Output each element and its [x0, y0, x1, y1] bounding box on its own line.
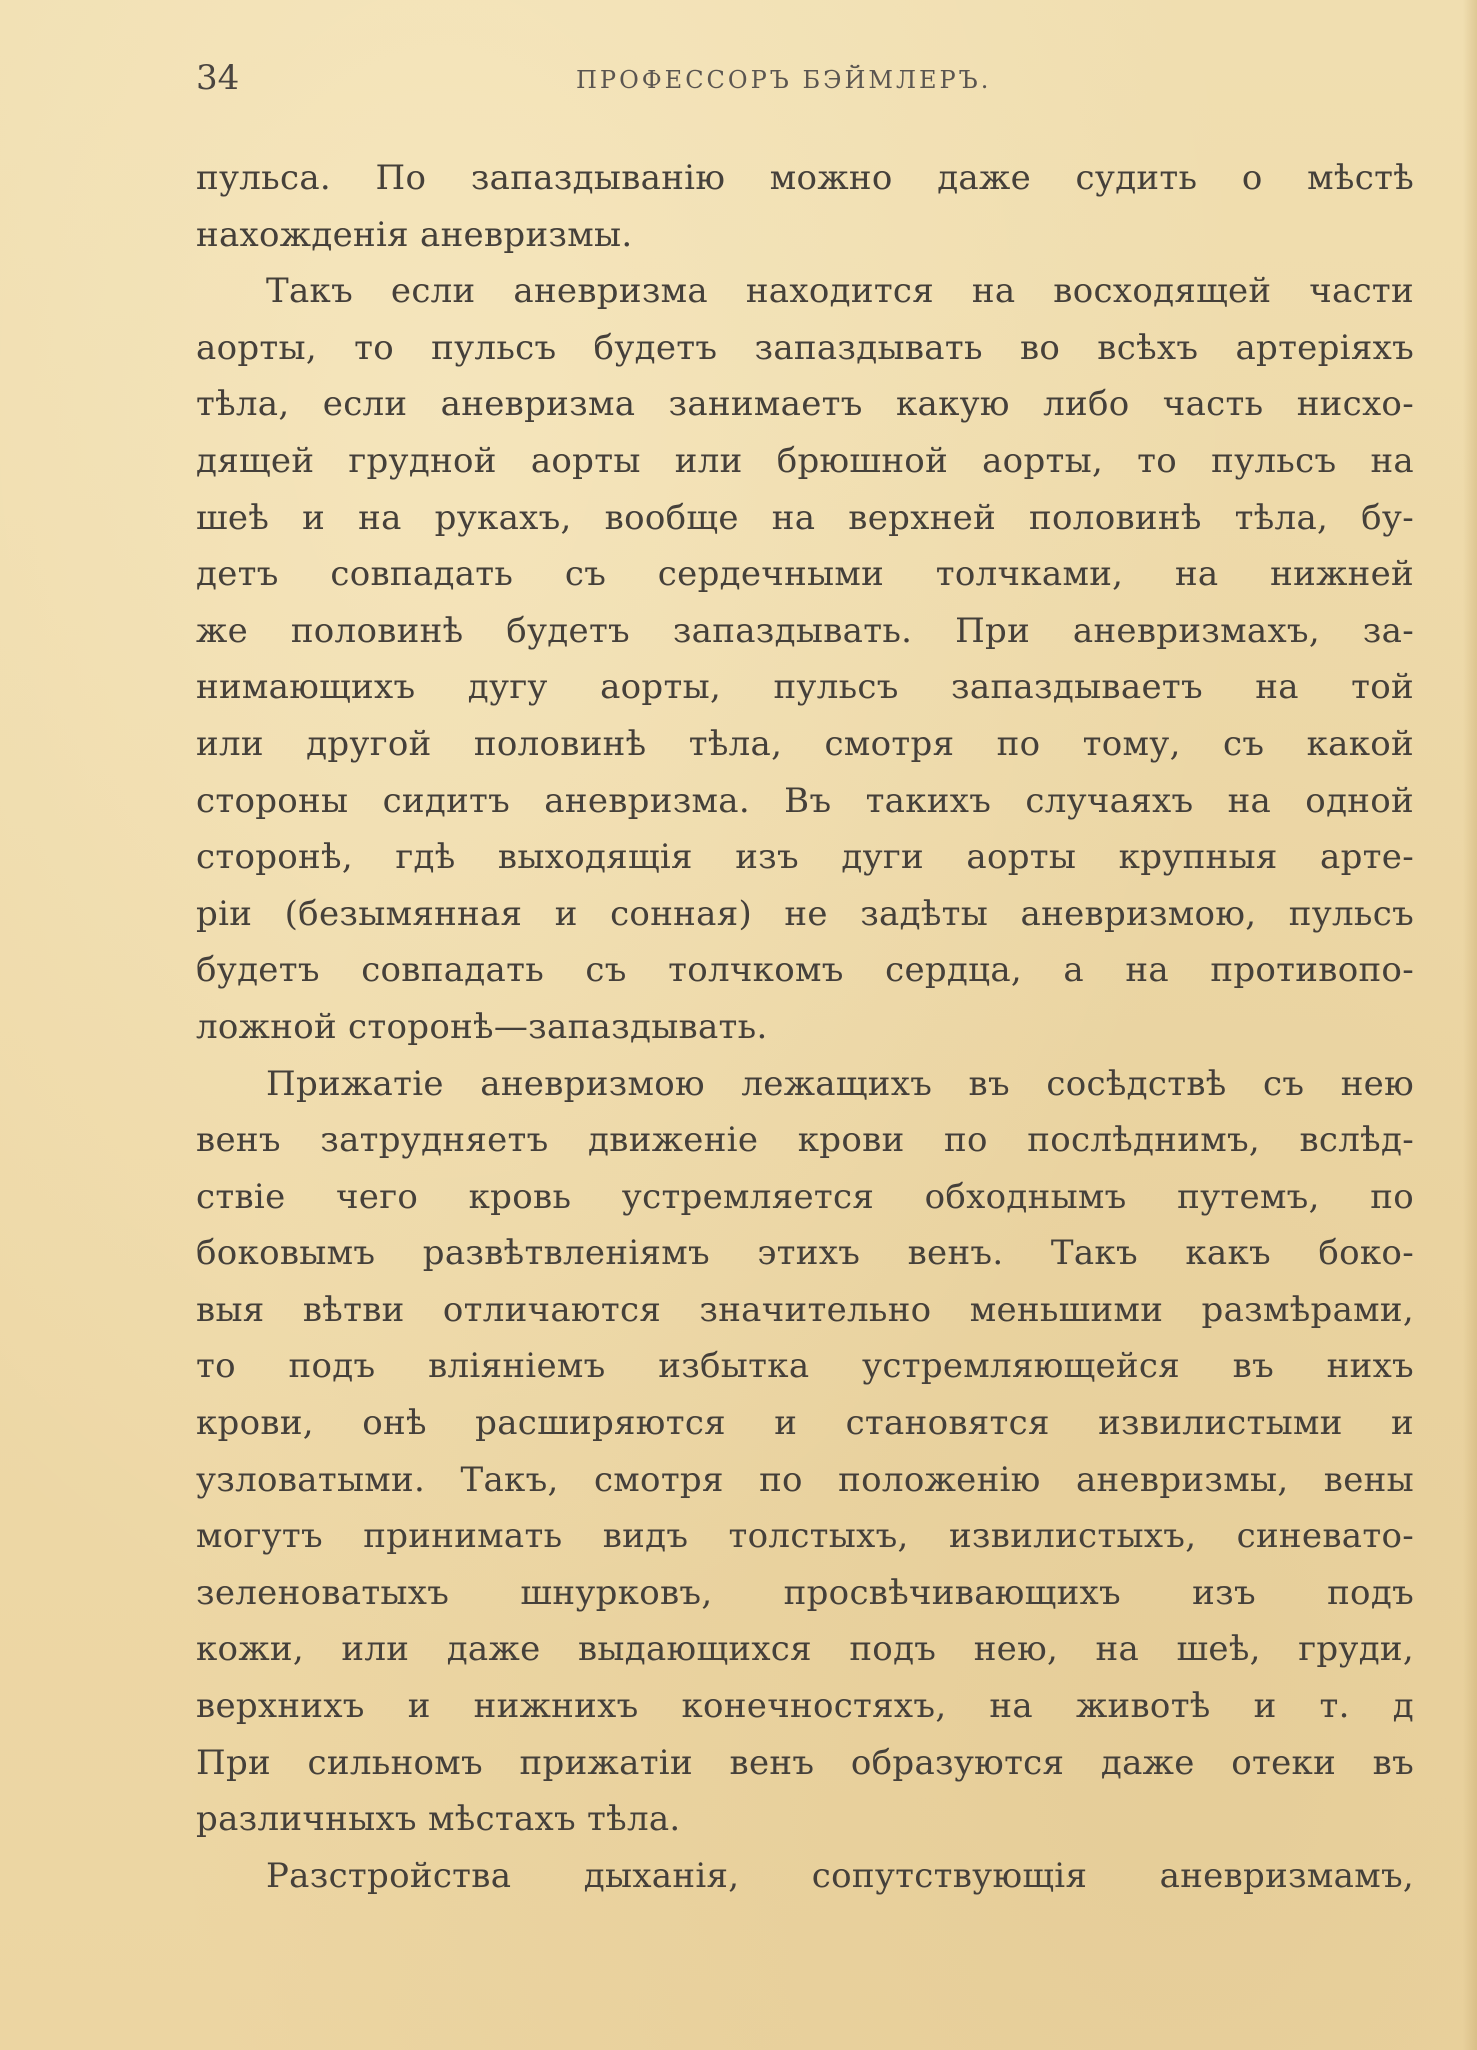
text-line: выя вѣтви отличаются значительно меньшими размѣрами,: [196, 1289, 1414, 1330]
text-line: могутъ принимать видъ толстыхъ, извилистыхъ, синевато-: [196, 1516, 1414, 1557]
text-line: нахожденія аневризмы.: [196, 214, 633, 255]
text-line: же половинѣ будетъ запаздывать. При аневризмахъ, за-: [196, 610, 1414, 651]
text-line: ствіе чего кровь устремляется обходнымъ путемъ, по: [196, 1176, 1414, 1217]
text-line: сторонѣ, гдѣ выходящія изъ дуги аорты крупныя арте-: [196, 837, 1414, 878]
text-line: крови, онѣ расширяются и становятся извилистыми и: [196, 1403, 1414, 1444]
paragraph-first-line: Такъ если аневризма находится на восходящей части: [266, 271, 1414, 312]
text-line: будетъ совпадать съ толчкомъ сердца, а на противопо-: [196, 950, 1414, 991]
text-line: ложной сторонѣ—запаздывать.: [196, 1006, 768, 1047]
text-line: детъ совпадать съ сердечными толчками, на нижней: [196, 554, 1414, 595]
text-line: тѣла, если аневризма занимаетъ какую либо часть нисхо-: [196, 384, 1414, 425]
text-line: узловатыми. Такъ, смотря по положенію аневризмы, вены: [196, 1459, 1414, 1500]
text-line: то подъ вліяніемъ избытка устремляющейся въ нихъ: [196, 1346, 1414, 1387]
text-line: венъ затрудняетъ движеніе крови по послѣднимъ, вслѣд-: [196, 1120, 1414, 1161]
text-line: нимающихъ дугу аорты, пульсъ запаздываетъ на той: [196, 667, 1414, 708]
text-line: аорты, то пульсъ будетъ запаздывать во всѣхъ артеріяхъ: [196, 327, 1414, 368]
text-line: стороны сидитъ аневризма. Въ такихъ случаяхъ на одной: [196, 780, 1414, 821]
paragraph-first-line: Прижатіе аневризмою лежащихъ въ сосѣдствѣ съ нею: [266, 1063, 1414, 1104]
text-line: различныхъ мѣстахъ тѣла.: [196, 1799, 681, 1840]
text-line: зеленоватыхъ шнурковъ, просвѣчивающихъ изъ подъ: [196, 1572, 1414, 1613]
page-header: [196, 56, 1416, 100]
page-number: 34: [196, 58, 240, 98]
text-line: При сильномъ прижатіи венъ образуются даже отеки въ: [196, 1742, 1414, 1783]
running-title: ПРОФЕССОРЪ БЭЙМЛЕРЪ.: [576, 66, 992, 94]
page-edge-shadow: [1463, 0, 1477, 2050]
text-line: пульса. По запаздыванію можно даже судить о мѣстѣ: [196, 158, 1414, 198]
text-line: шеѣ и на рукахъ, вообще на верхней половинѣ тѣла, бу-: [196, 497, 1414, 538]
body-text: [196, 150, 1414, 1904]
text-line: боковымъ развѣтвленіямъ этихъ венъ. Такъ какъ боко-: [196, 1233, 1414, 1274]
text-line: кожи, или даже выдающихся подъ нею, на шеѣ, груди,: [196, 1629, 1414, 1670]
text-line: или другой половинѣ тѣла, смотря по тому, съ какой: [196, 723, 1414, 764]
text-line: ріи (безымянная и сонная) не задѣты аневризмою, пульсъ: [196, 893, 1414, 934]
text-line: дящей грудной аорты или брюшной аорты, то пульсъ на: [196, 440, 1414, 481]
paragraph-first-line: Разстройства дыханія, сопутствующія аневризмамъ,: [266, 1855, 1414, 1896]
text-line: верхнихъ и нижнихъ конечностяхъ, на животѣ и т. д: [196, 1686, 1414, 1727]
